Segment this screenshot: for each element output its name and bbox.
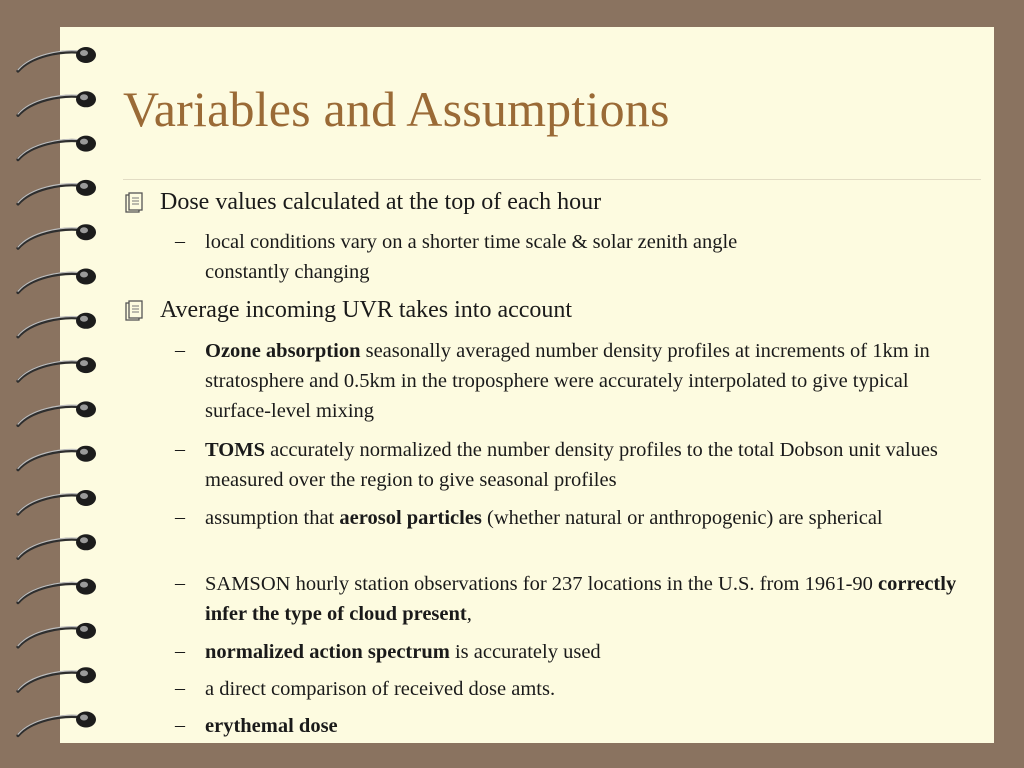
dash-glyph: – <box>175 230 185 252</box>
slide-title: Variables and Assumptions <box>123 81 670 137</box>
bullet-2-sub-comparison: a direct comparison of received dose amts. <box>205 678 556 700</box>
bullet-2-sub-aerosol: assumption that aerosol particles (whether natural or anthropogenic) are spherical <box>205 507 883 529</box>
dash-glyph: – <box>175 506 185 528</box>
bullet-2-sub-toms: TOMS accurately normalized the number density profiles to the total Dobson unit values measured over the region to give seasonal profiles <box>205 439 938 491</box>
bullet-2-text: Average incoming UVR takes into account <box>160 297 573 323</box>
bullet-2-sub-samson: SAMSON hourly station observations for 237 locations in the U.S. from 1961-90 correctly infer the type of cloud present, <box>205 573 957 625</box>
dash-glyph: – <box>175 677 185 699</box>
dash-glyph: – <box>175 714 185 736</box>
bullet-2-sub-ozone: Ozone absorption seasonally averaged number density profiles at increments of 1km in stratosphere and 0.5km in the troposphere were accurately interpolated to give typical surface-level mixing <box>205 340 930 422</box>
dash-glyph: – <box>175 572 185 594</box>
notebook-icon <box>122 300 144 324</box>
dash-glyph: – <box>175 438 185 460</box>
dash-glyph: – <box>175 339 185 361</box>
dash-glyph: – <box>175 640 185 662</box>
bullet-1-text: Dose values calculated at the top of each hour <box>160 189 602 215</box>
bullet-2-sub-action-spectrum: normalized action spectrum is accurately used <box>205 641 601 663</box>
bullet-2-sub-erythemal: erythemal dose <box>205 715 338 737</box>
bullet-1-sub-1: local conditions vary on a shorter time scale & solar zenith angle constantly changing <box>205 231 738 283</box>
notebook-icon <box>122 192 144 216</box>
